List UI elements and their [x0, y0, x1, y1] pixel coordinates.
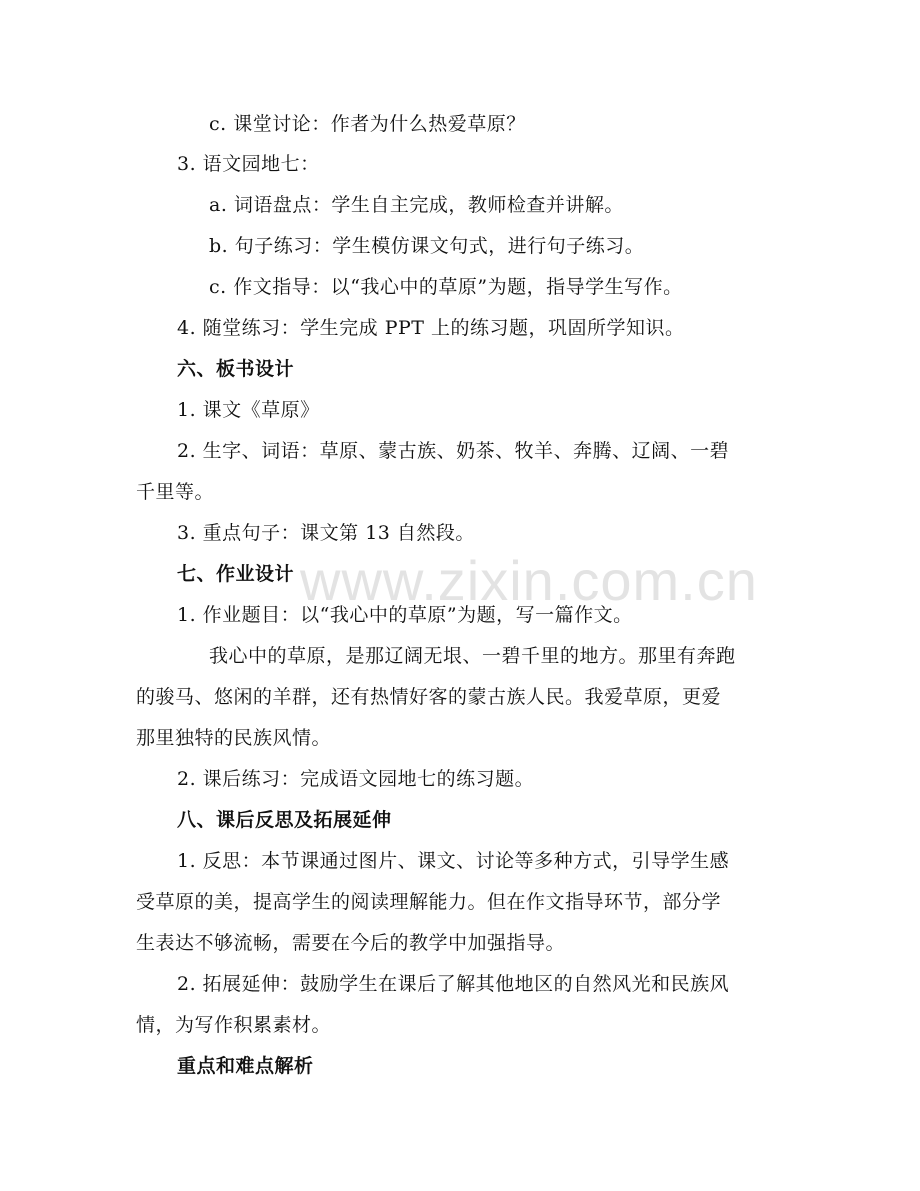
reflection-item-1: 1. 反思：本节课通过图片、课文、讨论等多种方式，引导学生感 — [177, 850, 730, 872]
section-heading-8: 八、课后反思及拓展延伸 — [177, 809, 392, 831]
extension-item-2: 2. 拓展延伸：鼓励学生在课后了解其他地区的自然风光和民族风 — [177, 973, 730, 995]
reflection-item-1-cont-2: 生表达不够流畅，需要在今后的教学中加强指导。 — [136, 932, 566, 954]
homework-item-2: 2. 课后练习：完成语文园地七的练习题。 — [177, 768, 535, 790]
homework-item-1: 1. 作业题目：以“我心中的草原”为题，写一篇作文。 — [177, 604, 633, 626]
essay-sample-line-2: 的骏马、悠闲的羊群，还有热情好客的蒙古族人民。我爱草原，更爱 — [136, 686, 722, 708]
board-item-2-cont: 千里等。 — [136, 481, 215, 503]
subitem-c: c. 作文指导：以“我心中的草原”为题，指导学生写作。 — [209, 276, 683, 298]
board-item-3: 3. 重点句子：课文第 13 自然段。 — [177, 522, 475, 544]
watermark-text: www.zixin.com.cn — [300, 549, 758, 612]
section-heading-7: 七、作业设计 — [177, 563, 295, 585]
section-heading-6: 六、板书设计 — [177, 358, 295, 380]
essay-sample-line-1: 我心中的草原，是那辽阔无垠、一碧千里的地方。那里有奔跑 — [209, 645, 736, 667]
board-item-1: 1. 课文《草原》 — [177, 399, 320, 421]
subitem-a: a. 词语盘点：学生自主完成，教师检查并讲解。 — [209, 194, 624, 216]
discussion-item-c: c. 课堂讨论：作者为什么热爱草原？ — [209, 113, 526, 135]
essay-sample-line-3: 那里独特的民族风情。 — [136, 727, 332, 749]
extension-item-2-cont: 情，为写作积累素材。 — [136, 1014, 332, 1036]
board-item-2: 2. 生字、词语：草原、蒙古族、奶茶、牧羊、奔腾、辽阔、一碧 — [177, 440, 730, 462]
list-item-3: 3. 语文园地七： — [177, 153, 320, 175]
reflection-item-1-cont-1: 受草原的美，提高学生的阅读理解能力。但在作文指导环节，部分学 — [136, 891, 722, 913]
section-heading-key-points: 重点和难点解析 — [177, 1055, 314, 1077]
subitem-b: b. 句子练习：学生模仿课文句式，进行句子练习。 — [209, 235, 645, 257]
list-item-4: 4. 随堂练习：学生完成 PPT 上的练习题，巩固所学知识。 — [177, 317, 685, 339]
